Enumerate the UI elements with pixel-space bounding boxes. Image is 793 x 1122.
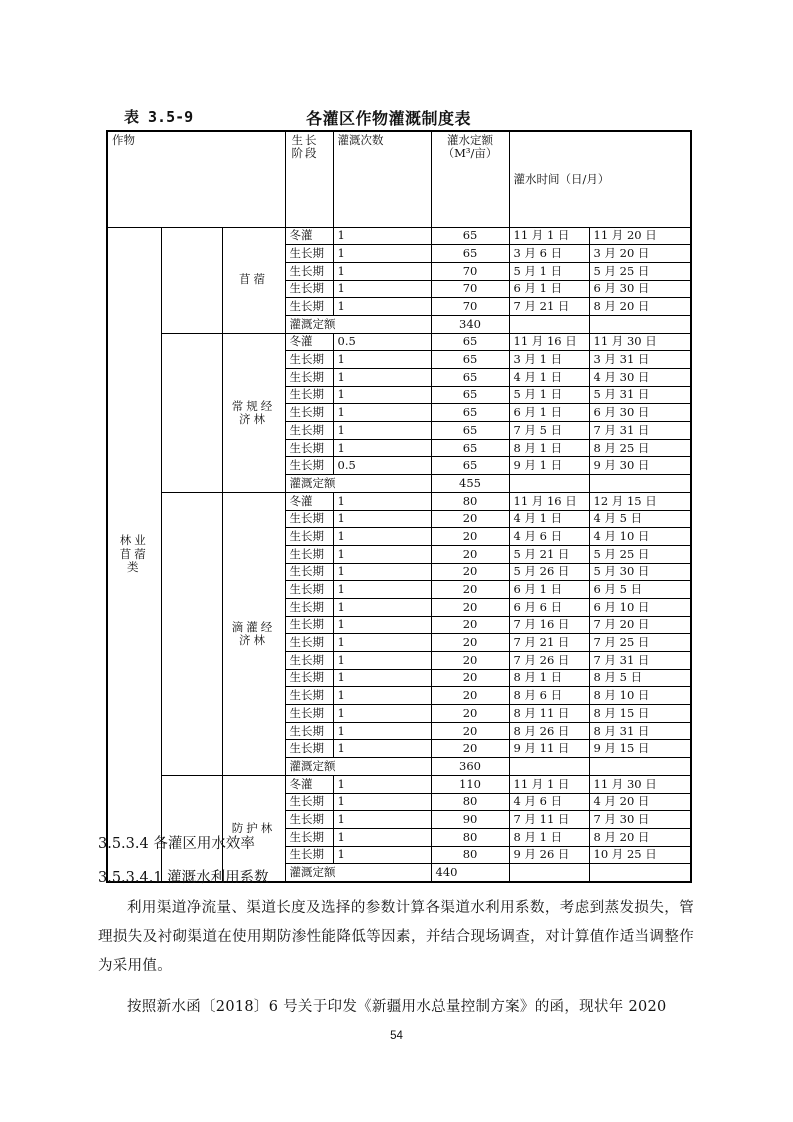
- cell-times: 0.5: [333, 333, 431, 351]
- total-label: 灌溉定额: [285, 864, 431, 882]
- cell-end: 7 月 20 日: [589, 616, 691, 634]
- cell-times: 1: [333, 687, 431, 705]
- cell-times: 1: [333, 298, 431, 316]
- cell-start: 11 月 16 日: [509, 492, 589, 510]
- cell-start: 7 月 11 日: [509, 811, 589, 829]
- table-header-row: [107, 131, 691, 227]
- cell-times: 1: [333, 598, 431, 616]
- header-times: 灌溉次数: [333, 131, 431, 227]
- cell-times: 1: [333, 740, 431, 758]
- header-stage: 生长阶段: [285, 131, 333, 227]
- cell-quota: 65: [431, 351, 509, 369]
- cell-start: 9 月 11 日: [509, 740, 589, 758]
- section-heading-water-efficiency: 3.5.3.4 各灌区用水效率: [98, 836, 255, 852]
- cell-end: 9 月 15 日: [589, 740, 691, 758]
- cell-end: 8 月 25 日: [589, 439, 691, 457]
- cell-start: 9 月 26 日: [509, 846, 589, 864]
- cell-times: 1: [333, 793, 431, 811]
- cell-times: 1: [333, 528, 431, 546]
- cell-quota: 65: [431, 369, 509, 387]
- cell-stage: 生长期: [285, 280, 333, 298]
- cell-stage: 生长期: [285, 563, 333, 581]
- cell-stage: 生长期: [285, 705, 333, 723]
- table-row: [107, 492, 691, 510]
- total-value: 360: [431, 758, 509, 776]
- table-row: [107, 333, 691, 351]
- spacer-cell: [161, 227, 222, 333]
- total-label: 灌溉定额: [285, 758, 431, 776]
- cell-times: 0.5: [333, 457, 431, 475]
- cell-times: 1: [333, 811, 431, 829]
- crop-group-cell: 常规经济林: [222, 333, 285, 492]
- cell-times: 1: [333, 722, 431, 740]
- cell-end: 3 月 20 日: [589, 245, 691, 263]
- cell-times: 1: [333, 581, 431, 599]
- cell-end: 8 月 20 日: [589, 298, 691, 316]
- cell-end: 7 月 30 日: [589, 811, 691, 829]
- cell-start: 11 月 1 日: [509, 775, 589, 793]
- empty-cell: [589, 475, 691, 493]
- cell-times: 1: [333, 280, 431, 298]
- cell-end: 8 月 15 日: [589, 705, 691, 723]
- cell-end: 4 月 30 日: [589, 369, 691, 387]
- cell-start: 8 月 1 日: [509, 669, 589, 687]
- cell-end: 8 月 10 日: [589, 687, 691, 705]
- cell-quota: 20: [431, 528, 509, 546]
- section-heading-utilization-coefficient: 3.5.3.4.1 灌溉水利用系数: [98, 870, 269, 886]
- cell-stage: 生长期: [285, 439, 333, 457]
- cell-quota: 20: [431, 669, 509, 687]
- cell-quota: 20: [431, 510, 509, 528]
- total-value: 340: [431, 315, 509, 333]
- cell-end: 7 月 25 日: [589, 634, 691, 652]
- cell-stage: 生长期: [285, 298, 333, 316]
- cell-stage: 生长期: [285, 369, 333, 387]
- body-paragraph-2: 按照新水函〔2018〕6 号关于印发《新疆用水总量控制方案》的函，现状年 2020: [127, 999, 667, 1015]
- empty-cell: [509, 315, 589, 333]
- cell-quota: 70: [431, 298, 509, 316]
- cell-stage: 生长期: [285, 528, 333, 546]
- cell-start: 6 月 1 日: [509, 581, 589, 599]
- spacer-cell: [161, 492, 222, 775]
- cell-start: 9 月 1 日: [509, 457, 589, 475]
- cell-quota: 20: [431, 563, 509, 581]
- total-label: 灌溉定额: [285, 475, 431, 493]
- cell-times: 1: [333, 386, 431, 404]
- table-row: [107, 227, 691, 245]
- cell-start: 3 月 6 日: [509, 245, 589, 263]
- irrigation-schedule-table: [106, 130, 692, 883]
- cell-start: 7 月 26 日: [509, 652, 589, 670]
- cell-stage: 生长期: [285, 811, 333, 829]
- header-time: 灌水时间（日/月）: [509, 131, 691, 227]
- cell-quota: 20: [431, 545, 509, 563]
- cell-quota: 20: [431, 722, 509, 740]
- cell-quota: 20: [431, 581, 509, 599]
- cell-quota: 65: [431, 404, 509, 422]
- cell-end: 8 月 20 日: [589, 828, 691, 846]
- cell-end: 5 月 25 日: [589, 545, 691, 563]
- cell-start: 11 月 1 日: [509, 227, 589, 245]
- cell-stage: 生长期: [285, 598, 333, 616]
- cell-stage: 生长期: [285, 828, 333, 846]
- cell-start: 7 月 21 日: [509, 634, 589, 652]
- cell-end: 11 月 30 日: [589, 333, 691, 351]
- cell-start: 6 月 1 日: [509, 404, 589, 422]
- cell-times: 1: [333, 262, 431, 280]
- cell-start: 7 月 16 日: [509, 616, 589, 634]
- cell-quota: 20: [431, 634, 509, 652]
- cell-times: 1: [333, 404, 431, 422]
- cell-end: 5 月 25 日: [589, 262, 691, 280]
- empty-cell: [509, 758, 589, 776]
- cell-times: 1: [333, 422, 431, 440]
- cell-quota: 20: [431, 740, 509, 758]
- cell-end: 6 月 30 日: [589, 280, 691, 298]
- cell-times: 1: [333, 245, 431, 263]
- cell-start: 4 月 6 日: [509, 528, 589, 546]
- cell-quota: 70: [431, 262, 509, 280]
- cell-end: 8 月 5 日: [589, 669, 691, 687]
- crop-group-cell: 防护林: [222, 775, 285, 882]
- cell-start: 11 月 16 日: [509, 333, 589, 351]
- cell-start: 8 月 1 日: [509, 439, 589, 457]
- cell-stage: 生长期: [285, 245, 333, 263]
- cell-stage: 生长期: [285, 687, 333, 705]
- cell-start: 4 月 1 日: [509, 369, 589, 387]
- cell-quota: 65: [431, 333, 509, 351]
- cell-end: 10 月 25 日: [589, 846, 691, 864]
- category-cell: 林业苜蓿类: [107, 227, 161, 882]
- cell-quota: 65: [431, 386, 509, 404]
- cell-start: 8 月 6 日: [509, 687, 589, 705]
- cell-times: 1: [333, 775, 431, 793]
- empty-cell: [509, 475, 589, 493]
- table-row: [107, 775, 691, 793]
- cell-stage: 生长期: [285, 404, 333, 422]
- spacer-cell: [161, 333, 222, 492]
- cell-stage: 生长期: [285, 793, 333, 811]
- cell-times: 1: [333, 828, 431, 846]
- cell-start: 5 月 26 日: [509, 563, 589, 581]
- body-paragraph-1: 利用渠道净流量、渠道长度及选择的参数计算各渠道水利用系数，考虑到蒸发损失，管理损失及衬砌渠道在使用期防渗性能降低等因素，并结合现场调查，对计算值作适当调整作为采用值。: [98, 900, 694, 974]
- total-value: 440: [431, 864, 509, 882]
- empty-cell: [589, 864, 691, 882]
- cell-times: 1: [333, 563, 431, 581]
- empty-cell: [509, 864, 589, 882]
- cell-start: 5 月 1 日: [509, 386, 589, 404]
- cell-quota: 20: [431, 687, 509, 705]
- cell-stage: 生长期: [285, 457, 333, 475]
- cell-quota: 20: [431, 598, 509, 616]
- cell-end: 5 月 31 日: [589, 386, 691, 404]
- cell-start: 5 月 1 日: [509, 262, 589, 280]
- cell-end: 4 月 5 日: [589, 510, 691, 528]
- cell-stage: 生长期: [285, 351, 333, 369]
- cell-start: 8 月 26 日: [509, 722, 589, 740]
- cell-start: 7 月 21 日: [509, 298, 589, 316]
- cell-times: 1: [333, 846, 431, 864]
- cell-quota: 65: [431, 439, 509, 457]
- cell-times: 1: [333, 545, 431, 563]
- cell-stage: 冬灌: [285, 492, 333, 510]
- cell-quota: 70: [431, 280, 509, 298]
- cell-end: 6 月 30 日: [589, 404, 691, 422]
- cell-end: 8 月 31 日: [589, 722, 691, 740]
- cell-start: 3 月 1 日: [509, 351, 589, 369]
- cell-times: 1: [333, 669, 431, 687]
- cell-times: 1: [333, 227, 431, 245]
- cell-stage: 生长期: [285, 652, 333, 670]
- cell-stage: 生长期: [285, 581, 333, 599]
- cell-end: 11 月 20 日: [589, 227, 691, 245]
- cell-times: 1: [333, 652, 431, 670]
- cell-end: 7 月 31 日: [589, 652, 691, 670]
- cell-times: 1: [333, 510, 431, 528]
- cell-stage: 生长期: [285, 669, 333, 687]
- cell-times: 1: [333, 369, 431, 387]
- total-value: 455: [431, 475, 509, 493]
- cell-start: 6 月 6 日: [509, 598, 589, 616]
- cell-stage: 生长期: [285, 846, 333, 864]
- cell-quota: 90: [431, 811, 509, 829]
- cell-quota: 65: [431, 422, 509, 440]
- cell-quota: 80: [431, 793, 509, 811]
- cell-times: 1: [333, 439, 431, 457]
- cell-start: 6 月 1 日: [509, 280, 589, 298]
- cell-times: 1: [333, 705, 431, 723]
- cell-quota: 65: [431, 245, 509, 263]
- cell-times: 1: [333, 492, 431, 510]
- cell-end: 3 月 31 日: [589, 351, 691, 369]
- cell-stage: 生长期: [285, 386, 333, 404]
- cell-quota: 20: [431, 652, 509, 670]
- cell-times: 1: [333, 351, 431, 369]
- cell-quota: 80: [431, 492, 509, 510]
- cell-stage: 生长期: [285, 634, 333, 652]
- cell-end: 6 月 10 日: [589, 598, 691, 616]
- cell-start: 7 月 5 日: [509, 422, 589, 440]
- cell-end: 6 月 5 日: [589, 581, 691, 599]
- cell-end: 4 月 20 日: [589, 793, 691, 811]
- cell-quota: 110: [431, 775, 509, 793]
- table-title: 各灌区作物灌溉制度表: [306, 109, 472, 128]
- empty-cell: [589, 315, 691, 333]
- cell-quota: 20: [431, 616, 509, 634]
- cell-start: 4 月 6 日: [509, 793, 589, 811]
- total-label: 灌溉定额: [285, 315, 431, 333]
- cell-stage: 生长期: [285, 262, 333, 280]
- table-number: 表 3.5-9: [124, 108, 194, 126]
- cell-end: 9 月 30 日: [589, 457, 691, 475]
- cell-end: 4 月 10 日: [589, 528, 691, 546]
- cell-quota: 65: [431, 227, 509, 245]
- cell-stage: 生长期: [285, 616, 333, 634]
- empty-cell: [589, 758, 691, 776]
- cell-stage: 生长期: [285, 510, 333, 528]
- table-caption: [110, 106, 690, 128]
- cell-stage: 生长期: [285, 740, 333, 758]
- cell-start: 4 月 1 日: [509, 510, 589, 528]
- header-quota: 灌水定额（M³/亩）: [431, 131, 509, 227]
- cell-stage: 生长期: [285, 545, 333, 563]
- cell-times: 1: [333, 634, 431, 652]
- crop-group-cell: 滴灌经济林: [222, 492, 285, 775]
- cell-start: 8 月 11 日: [509, 705, 589, 723]
- cell-times: 1: [333, 616, 431, 634]
- header-crop: 作物: [107, 131, 285, 227]
- cell-end: 11 月 30 日: [589, 775, 691, 793]
- page-number: 54: [390, 1030, 403, 1042]
- cell-stage: 生长期: [285, 422, 333, 440]
- cell-end: 7 月 31 日: [589, 422, 691, 440]
- cell-quota: 80: [431, 828, 509, 846]
- cell-end: 5 月 30 日: [589, 563, 691, 581]
- cell-start: 5 月 21 日: [509, 545, 589, 563]
- cell-stage: 冬灌: [285, 333, 333, 351]
- cell-stage: 冬灌: [285, 775, 333, 793]
- cell-quota: 80: [431, 846, 509, 864]
- cell-end: 12 月 15 日: [589, 492, 691, 510]
- cell-quota: 65: [431, 457, 509, 475]
- cell-stage: 冬灌: [285, 227, 333, 245]
- crop-group-cell: 苜蓿: [222, 227, 285, 333]
- cell-start: 8 月 1 日: [509, 828, 589, 846]
- cell-stage: 生长期: [285, 722, 333, 740]
- cell-quota: 20: [431, 705, 509, 723]
